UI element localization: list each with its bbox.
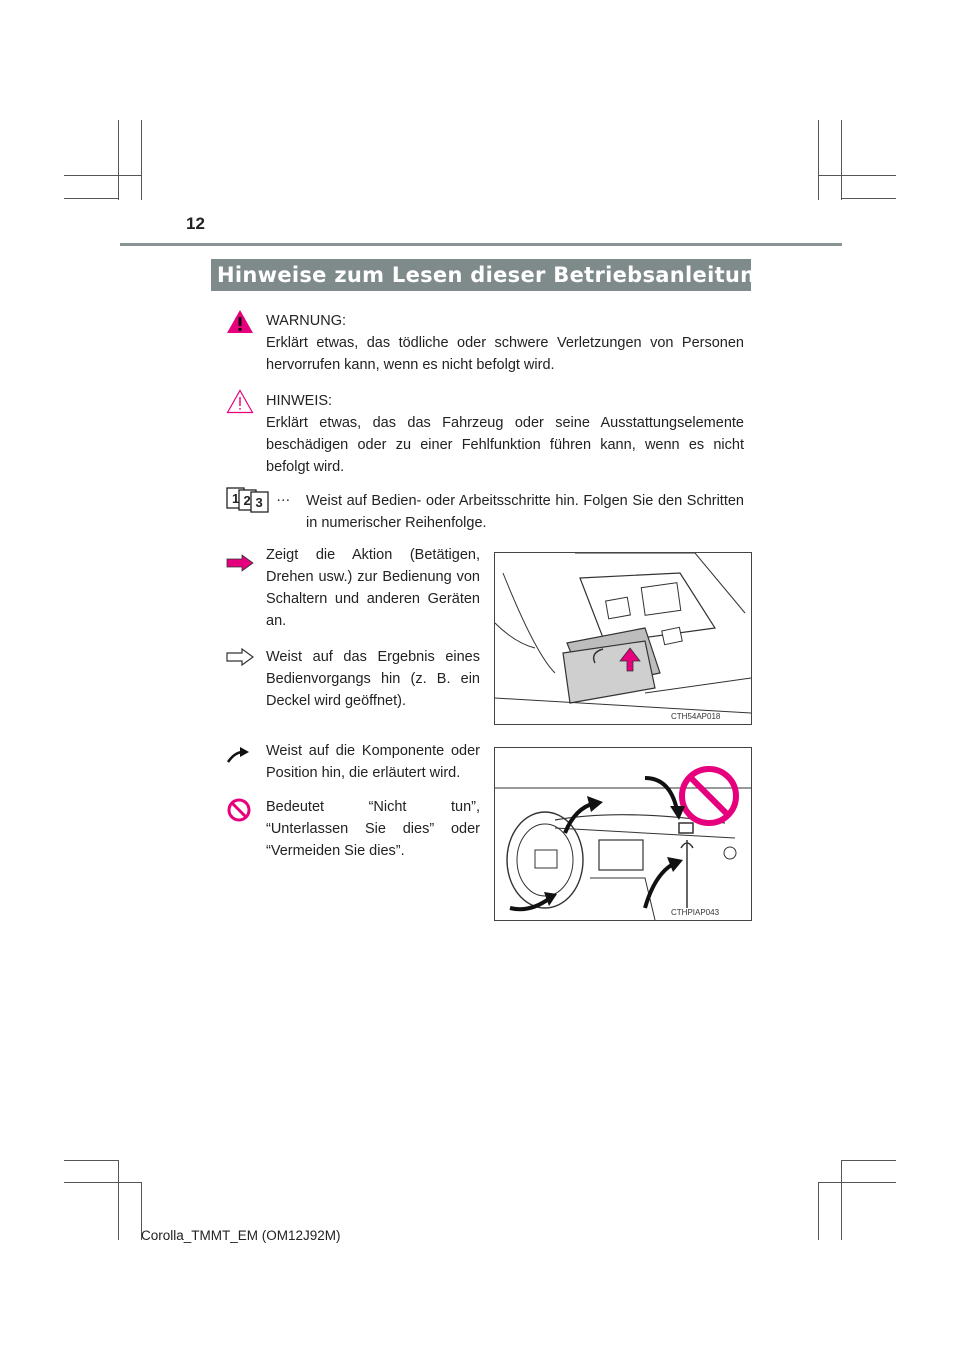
steps-text: Weist auf Bedien- oder Arbeitsschritte hin. Folgen Sie den Schritten in numerischer Reihenfolge. bbox=[306, 493, 744, 531]
illustration-code: CTH54AP018 bbox=[671, 712, 721, 721]
crop-mark bbox=[118, 1160, 119, 1240]
warning-triangle-filled-icon bbox=[226, 309, 254, 334]
step-label: 1 bbox=[232, 491, 240, 506]
notice-item bbox=[266, 390, 744, 478]
prohibited-text: Bedeutet “Nicht tun”, “Unterlassen Sie dies” oder “Vermeiden Sie dies”. bbox=[266, 799, 480, 859]
action-text: Zeigt die Aktion (Betätigen, Drehen usw.) zur Bedienung von Schaltern und anderen Geräten an. bbox=[266, 547, 480, 629]
prohibited-circle-icon bbox=[227, 798, 251, 822]
notice-triangle-outline-icon bbox=[226, 389, 254, 414]
outline-arrow-right-icon bbox=[226, 648, 254, 666]
filled-arrow-right-icon bbox=[226, 554, 254, 572]
crop-mark bbox=[841, 120, 842, 200]
crop-mark bbox=[64, 1182, 142, 1183]
overhead-console-drawing bbox=[495, 553, 751, 724]
curved-pointer-arrow-icon bbox=[226, 746, 250, 764]
page-number: 12 bbox=[186, 214, 205, 233]
warning-item bbox=[266, 310, 744, 376]
notice-text: Erklärt etwas, das das Fahrzeug oder seine Ausstattungselemente beschädigen oder zu einer Fehlfunktion führen kann, wenn es nicht befolgt wird. bbox=[266, 415, 744, 475]
result-text: Weist auf das Ergebnis eines Bedienvorgangs hin (z. B. ein Deckel wird geöffnet). bbox=[266, 649, 480, 709]
warning-heading: WARNUNG: bbox=[266, 313, 347, 329]
dashboard-drawing bbox=[495, 748, 751, 920]
step-numbers-icon bbox=[226, 487, 276, 513]
crop-mark bbox=[118, 120, 119, 200]
crop-mark bbox=[818, 175, 896, 176]
illustration-code: CTHPIAP043 bbox=[671, 908, 720, 917]
crop-mark bbox=[818, 120, 819, 200]
steps-ellipsis: … bbox=[276, 489, 291, 505]
component-text: Weist auf die Komponente oder Position hin, die erläutert wird. bbox=[266, 743, 480, 781]
dashboard-illustration bbox=[494, 747, 752, 921]
crop-mark bbox=[841, 1160, 896, 1161]
step-label: 3 bbox=[255, 495, 263, 510]
section-title: Hinweise zum Lesen dieser Betriebsanleitung bbox=[211, 259, 751, 291]
crop-mark bbox=[64, 175, 142, 176]
crop-mark bbox=[818, 1182, 819, 1240]
footer-document-code: Corolla_TMMT_EM (OM12J92M) bbox=[141, 1228, 341, 1243]
crop-mark bbox=[141, 120, 142, 200]
step-label: 2 bbox=[243, 493, 251, 508]
crop-mark bbox=[841, 198, 896, 199]
crop-mark bbox=[818, 1182, 896, 1183]
header-rule bbox=[120, 243, 842, 246]
notice-heading: HINWEIS: bbox=[266, 393, 333, 409]
crop-mark bbox=[841, 1160, 842, 1240]
crop-mark bbox=[64, 198, 119, 199]
overhead-console-illustration bbox=[494, 552, 752, 725]
crop-mark bbox=[64, 1160, 119, 1161]
warning-text: Erklärt etwas, das tödliche oder schwere Verletzungen von Personen hervorrufen kann, wenn es nicht befolgt wird. bbox=[266, 335, 744, 373]
